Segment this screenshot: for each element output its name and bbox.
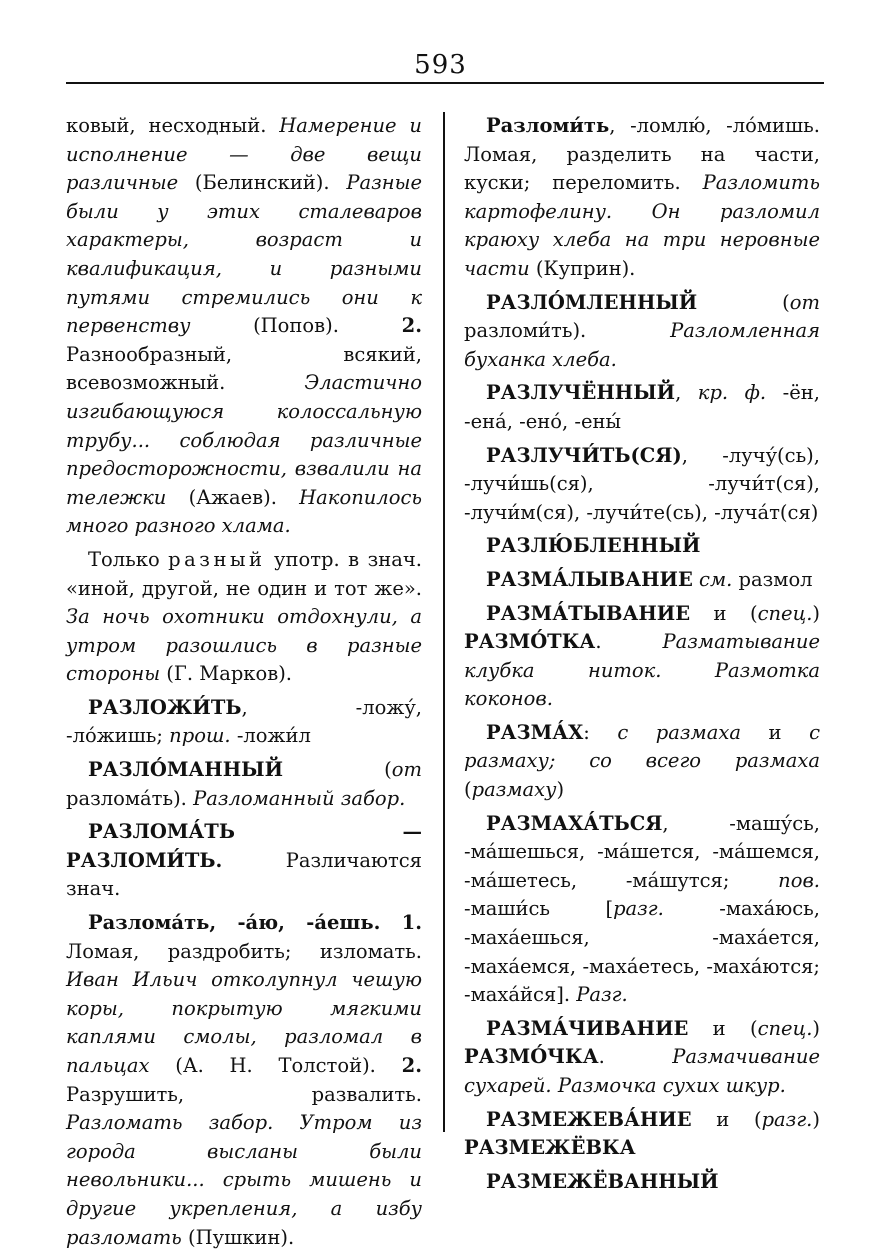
- dictionary-entry: [464, 719, 820, 805]
- headword: РАЗМА́Х: [486, 720, 584, 744]
- entry-text: Только: [88, 547, 169, 571]
- headword: Разлома́ть, -а́ю, -а́ешь. 1.: [88, 911, 422, 935]
- entry-text: (Куприн).: [529, 256, 636, 280]
- entry-text: (Пушкин).: [181, 1225, 295, 1249]
- headword: РАЗЛОМА́ТЬ — РАЗЛОМИ́ТЬ.: [66, 820, 422, 872]
- example-text: Разломанный забор.: [193, 786, 406, 810]
- example-text: Разг.: [576, 983, 628, 1007]
- headword: РАЗЛО́МЛЕННЫЙ: [486, 290, 698, 314]
- entry-text: ковый, несходный.: [66, 114, 280, 137]
- example-text: разг.: [761, 1107, 813, 1131]
- headword: РАЗМЕЖЁВАННЫЙ: [486, 1169, 719, 1193]
- example-text: спец.: [757, 601, 813, 625]
- dictionary-entry: [464, 289, 820, 375]
- entry-text: :: [583, 720, 618, 744]
- entry-text: (Попов).: [190, 314, 402, 338]
- dictionary-entry: [464, 600, 820, 714]
- page-number: 593: [414, 50, 467, 80]
- entry-text: и (: [690, 601, 758, 625]
- headword: РАЗМА́ЧИВАНИЕ: [486, 1016, 689, 1040]
- dictionary-entry: [464, 810, 820, 1010]
- example-text: с размаху; со всего размаха: [464, 720, 820, 773]
- entry-text: (Белинский).: [178, 171, 347, 195]
- example-text: см.: [699, 567, 733, 591]
- headword: РАЗМО́ЧКА: [464, 1045, 599, 1069]
- example-text: Разматывание клубка ниток. Размотка коконов.: [464, 630, 820, 711]
- dictionary-entry: [464, 1106, 820, 1163]
- entry-text: -ложи́л: [230, 724, 311, 748]
- example-text: Накопилось много разного хлама.: [66, 485, 422, 538]
- example-text: За ночь охотники отдохнули, а утром разошлись в разные стороны: [66, 605, 422, 686]
- example-text: от: [391, 758, 422, 782]
- entry-text: , -ложу́, -ло́жишь;: [66, 695, 422, 748]
- entry-text: ): [812, 1016, 820, 1040]
- entry-text: размол: [732, 567, 813, 591]
- example-text: с размаха: [617, 720, 741, 744]
- dictionary-entry: [464, 1168, 820, 1197]
- dictionary-entry: [464, 379, 820, 436]
- example-text: Разные были у этих сталеваров характеры, возраст и квалификация, и разными путями стремились они к первенству: [66, 171, 422, 338]
- example-text: пов.: [778, 868, 820, 892]
- dictionary-entry: [66, 818, 422, 904]
- dictionary-entry: [66, 112, 422, 541]
- dictionary-entry: [464, 112, 820, 284]
- entry-text: Разнообразный, всякий, всевозможный.: [66, 342, 422, 395]
- entry-text: Ломая, раздробить; изломать.: [66, 939, 422, 963]
- headword: РАЗЛУЧЁННЫЙ: [486, 381, 676, 405]
- headword: РАЗМО́ТКА: [464, 630, 596, 654]
- example-text: размаху: [471, 778, 557, 802]
- entry-text: .: [595, 630, 663, 654]
- example-text: Размачивание сухарей. Размочка сухих шкур.: [464, 1045, 820, 1097]
- example-text: прош.: [169, 724, 231, 748]
- headword: РАЗМЕЖЕВА́НИЕ: [486, 1107, 692, 1131]
- entry-text: употр. в знач. «иной, другой, не один и тот же».: [66, 547, 422, 600]
- column-divider: [443, 112, 445, 1132]
- entry-text: .: [598, 1045, 673, 1069]
- entry-text: (: [697, 290, 790, 314]
- headword: РАЗЛУЧИ́ТЬ(СЯ): [486, 443, 682, 467]
- example-text: Иван Ильич отколупнул чешую коры, покрытую мягкими каплями смолы, разломал в пальцах: [66, 968, 422, 1077]
- entry-text: ): [812, 1107, 820, 1131]
- entry-text: (А. Н. Толстой).: [149, 1054, 402, 1077]
- entry-text: , -лучу́(сь), -лучи́шь(ся), -лучи́т(ся), -лучи́м(ся), -лучи́те(сь), -луча́т(ся): [464, 443, 820, 524]
- dictionary-entry: [66, 909, 422, 1252]
- entry-text: (Ажаев).: [166, 485, 300, 509]
- dictionary-entry: [66, 756, 422, 813]
- headword: РАЗЛОЖИ́ТЬ: [88, 695, 242, 719]
- entry-text: Различаются знач.: [66, 848, 422, 901]
- entry-text: Разрушить, развалить.: [66, 1082, 422, 1106]
- example-text: Эластично изгибающуюся колоссальную трубу... соблюдая различные предосторожности, взвалили на тележки: [66, 371, 422, 509]
- example-text: от: [789, 290, 820, 314]
- entry-text: -маши́сь [: [464, 897, 614, 921]
- example-text: Разломить картофелину. Он разломил краюху хлеба на три неровные части: [464, 171, 820, 280]
- dictionary-entry: [464, 442, 820, 528]
- entry-text: и (: [688, 1016, 758, 1040]
- headword: РАЗЛЮ́БЛЕННЫЙ: [486, 534, 701, 558]
- headword: РАЗМАХА́ТЬСЯ: [486, 811, 663, 835]
- headword: РАЗЛО́МАННЫЙ: [88, 758, 284, 782]
- entry-text: (: [283, 758, 392, 782]
- spaced-term: разный: [168, 547, 266, 571]
- headword: 2.: [401, 314, 422, 338]
- entry-text: (Г. Марков).: [160, 662, 293, 686]
- dictionary-entry: [464, 532, 820, 561]
- entry-text: разлома́ть).: [66, 786, 194, 810]
- entry-text: , -машу́сь, -ма́шешься, -ма́шется, -ма́шемся, -ма́шетесь, -ма́шутся;: [464, 811, 820, 892]
- entry-text: ,: [675, 381, 698, 405]
- left-column: [66, 112, 422, 1257]
- entry-text: и: [740, 720, 810, 744]
- entry-text: -ён, -ена́, -ено́, -ены́: [464, 381, 820, 433]
- headword: Разломи́ть: [486, 114, 610, 137]
- entry-text: разломи́ть).: [464, 319, 671, 343]
- headword: 2.: [401, 1054, 422, 1077]
- entry-text: ): [556, 778, 565, 802]
- example-text: Разломленная буханка хлеба.: [464, 319, 820, 371]
- dictionary-entry: [464, 1015, 820, 1101]
- entry-text: -маха́юсь, -маха́ешься, -маха́ется, -маха́емся, -маха́етесь, -маха́ются; -маха́йся].: [464, 897, 820, 1007]
- header-rule: [66, 82, 824, 84]
- right-column: [464, 112, 820, 1201]
- headword: РАЗМА́ТЫВАНИЕ: [486, 601, 691, 625]
- headword: РАЗМЕЖЁВКА: [464, 1136, 636, 1160]
- example-text: спец.: [757, 1016, 813, 1040]
- dictionary-entry: [464, 566, 820, 595]
- entry-text: (: [464, 778, 472, 802]
- example-text: Разломать забор. Утром из города высланы были невольники... срыть мишень и другие укрепления, а избу разломать: [66, 1111, 422, 1249]
- dictionary-entry: [66, 694, 422, 751]
- example-text: Намерение и исполнение — две вещи различные: [66, 114, 422, 195]
- entry-text: , -ломлю́, -ло́мишь. Ломая, разделить на части, куски; переломить.: [464, 114, 820, 195]
- example-text: кр. ф.: [697, 381, 767, 405]
- dictionary-entry: [66, 546, 422, 689]
- example-text: разг.: [613, 897, 664, 921]
- headword: РАЗМА́ЛЫВАНИЕ: [486, 567, 693, 591]
- entry-text: и (: [691, 1107, 762, 1131]
- entry-text: ): [812, 601, 820, 625]
